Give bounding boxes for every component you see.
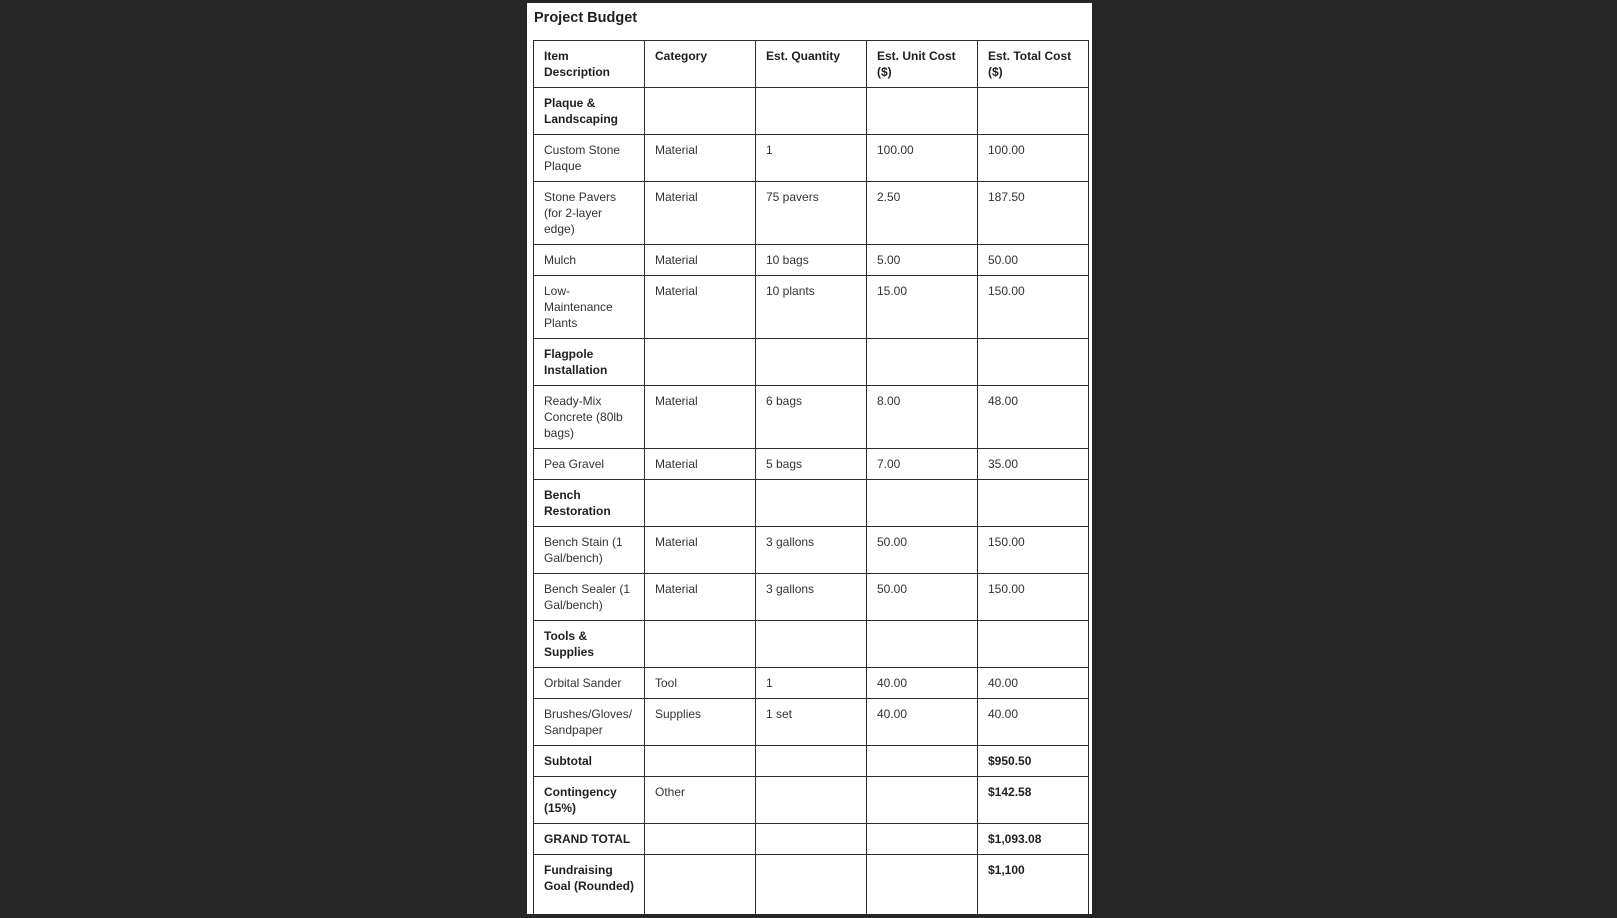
table-header [534, 41, 1089, 88]
item-total-cost: 150.00 [978, 527, 1089, 574]
item-description: Mulch [534, 245, 645, 276]
table-row [534, 135, 1089, 182]
section-row [534, 480, 1089, 527]
item-description: Orbital Sander [534, 668, 645, 699]
grand-total-row [534, 824, 1089, 855]
table-cell [645, 480, 756, 527]
item-unit-cost: 40.00 [867, 668, 978, 699]
section-row [534, 88, 1089, 135]
table-cell [756, 480, 867, 527]
item-description: Ready-Mix Concrete (80lb bags) [534, 386, 645, 449]
document-title: Project Budget [534, 10, 638, 26]
budget-table [533, 40, 1089, 918]
item-quantity: 3 gallons [756, 574, 867, 621]
item-category: Material [645, 386, 756, 449]
table-cell [867, 855, 978, 918]
item-total-cost: 150.00 [978, 574, 1089, 621]
item-description: Brushes/Gloves/Sandpaper [534, 699, 645, 746]
item-total-cost: 150.00 [978, 276, 1089, 339]
summary-total: $1,093.08 [978, 824, 1089, 855]
item-category: Material [645, 182, 756, 245]
item-description: Pea Gravel [534, 449, 645, 480]
item-unit-cost: 5.00 [867, 245, 978, 276]
item-quantity: 5 bags [756, 449, 867, 480]
item-unit-cost: 40.00 [867, 699, 978, 746]
table-row [534, 386, 1089, 449]
item-category: Material [645, 245, 756, 276]
item-category: Material [645, 527, 756, 574]
table-body [534, 88, 1089, 918]
item-unit-cost: 2.50 [867, 182, 978, 245]
table-cell [645, 621, 756, 668]
item-total-cost: 40.00 [978, 668, 1089, 699]
item-category: Material [645, 449, 756, 480]
item-quantity: 75 pavers [756, 182, 867, 245]
table-cell [756, 88, 867, 135]
table-row [534, 699, 1089, 746]
table-cell [978, 88, 1089, 135]
item-total-cost: 100.00 [978, 135, 1089, 182]
section-row [534, 339, 1089, 386]
item-total-cost: 35.00 [978, 449, 1089, 480]
table-cell [978, 621, 1089, 668]
item-total-cost: 48.00 [978, 386, 1089, 449]
table-row [534, 527, 1089, 574]
item-category: Supplies [645, 699, 756, 746]
item-category: Other [645, 777, 756, 824]
table-cell [978, 339, 1089, 386]
header-est-total-cost: Est. Total Cost ($) [978, 41, 1089, 88]
item-unit-cost: 100.00 [867, 135, 978, 182]
item-quantity: 1 [756, 668, 867, 699]
item-description: Bench Stain (1 Gal/bench) [534, 527, 645, 574]
contingency-row [534, 777, 1089, 824]
item-description: Low-Maintenance Plants [534, 276, 645, 339]
item-quantity: 6 bags [756, 386, 867, 449]
table-row [534, 182, 1089, 245]
document-page [527, 3, 1092, 914]
table-cell [645, 88, 756, 135]
section-label: Bench Restoration [534, 480, 645, 527]
table-cell [867, 824, 978, 855]
table-cell [867, 777, 978, 824]
item-quantity: 10 plants [756, 276, 867, 339]
item-description: Bench Sealer (1 Gal/bench) [534, 574, 645, 621]
item-category: Material [645, 574, 756, 621]
table-row [534, 276, 1089, 339]
table-cell [645, 339, 756, 386]
header-item-description: Item Description [534, 41, 645, 88]
item-quantity: 1 [756, 135, 867, 182]
table-cell [978, 480, 1089, 527]
item-total-cost: 40.00 [978, 699, 1089, 746]
summary-total: $142.58 [978, 777, 1089, 824]
table-cell [756, 777, 867, 824]
table-cell [756, 621, 867, 668]
table-cell [756, 339, 867, 386]
table-cell [867, 480, 978, 527]
section-label: Flagpole Installation [534, 339, 645, 386]
table-cell [645, 746, 756, 777]
item-unit-cost: 15.00 [867, 276, 978, 339]
item-unit-cost: 8.00 [867, 386, 978, 449]
summary-total: $950.50 [978, 746, 1089, 777]
header-row [534, 41, 1089, 88]
header-est-quantity: Est. Quantity [756, 41, 867, 88]
table-cell [867, 339, 978, 386]
table-cell [867, 746, 978, 777]
section-row [534, 621, 1089, 668]
summary-label: GRAND TOTAL [534, 824, 645, 855]
item-category: Tool [645, 668, 756, 699]
table-cell [756, 746, 867, 777]
item-unit-cost: 7.00 [867, 449, 978, 480]
item-quantity: 10 bags [756, 245, 867, 276]
item-quantity: 3 gallons [756, 527, 867, 574]
item-unit-cost: 50.00 [867, 574, 978, 621]
table-row [534, 574, 1089, 621]
item-total-cost: 187.50 [978, 182, 1089, 245]
table-row [534, 449, 1089, 480]
item-quantity: 1 set [756, 699, 867, 746]
table-cell [867, 88, 978, 135]
summary-label: Contingency (15%) [534, 777, 645, 824]
item-category: Material [645, 135, 756, 182]
item-total-cost: 50.00 [978, 245, 1089, 276]
summary-total: $1,100 [978, 855, 1089, 918]
item-description: Stone Pavers (for 2-layer edge) [534, 182, 645, 245]
section-label: Tools & Supplies [534, 621, 645, 668]
table-cell [756, 855, 867, 918]
item-category: Material [645, 276, 756, 339]
subtotal-row [534, 746, 1089, 777]
header-category: Category [645, 41, 756, 88]
summary-label: Subtotal [534, 746, 645, 777]
table-row [534, 668, 1089, 699]
table-cell [756, 824, 867, 855]
item-description: Custom Stone Plaque [534, 135, 645, 182]
header-est-unit-cost: Est. Unit Cost ($) [867, 41, 978, 88]
fundraising-goal-row [534, 855, 1089, 918]
item-unit-cost: 50.00 [867, 527, 978, 574]
section-label: Plaque & Landscaping [534, 88, 645, 135]
table-cell [645, 855, 756, 918]
summary-label: Fundraising Goal (Rounded) [534, 855, 645, 918]
table-cell [645, 824, 756, 855]
table-cell [867, 621, 978, 668]
table-row [534, 245, 1089, 276]
